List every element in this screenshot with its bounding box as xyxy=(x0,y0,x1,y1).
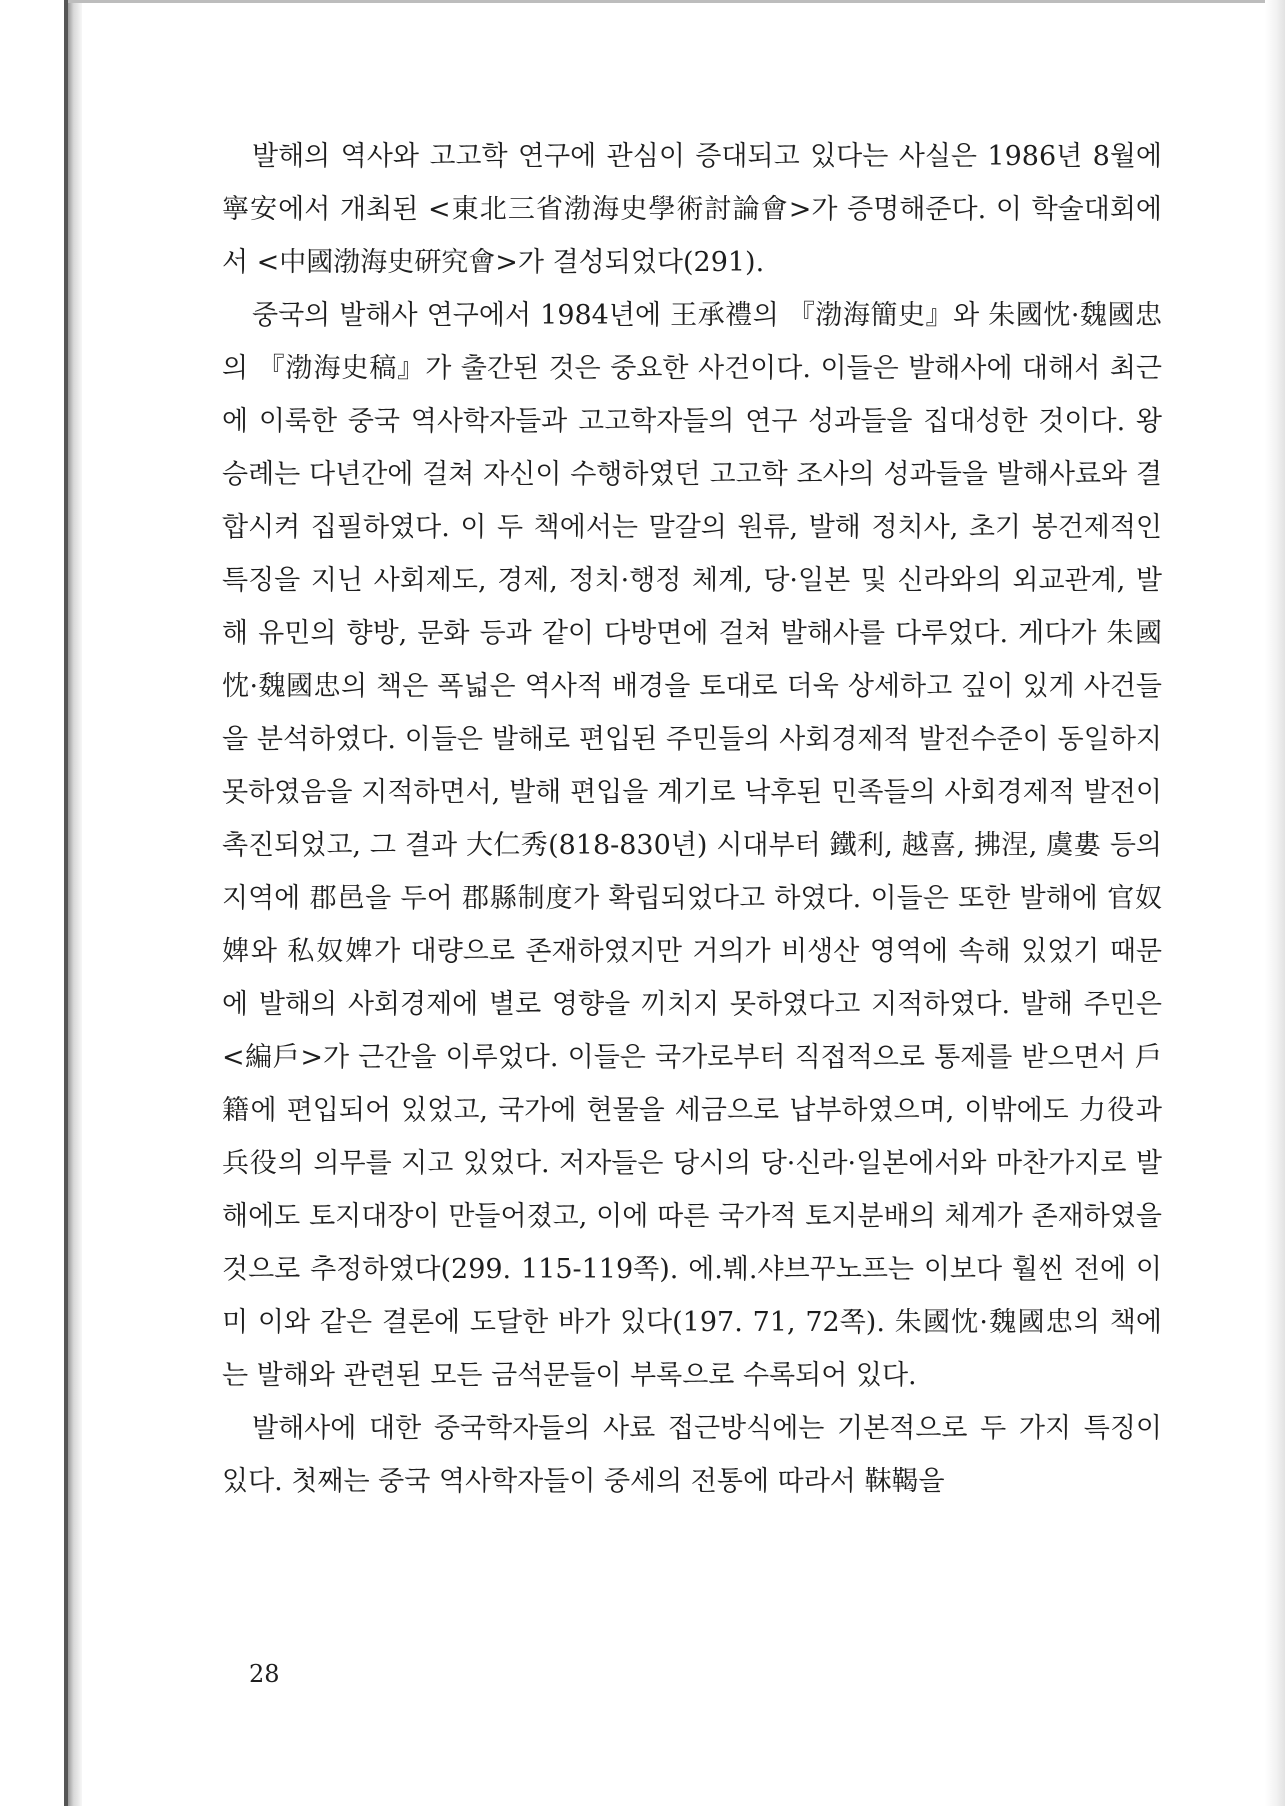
paragraph-3: 발해사에 대한 중국학자들의 사료 접근방식에는 기본적으로 두 가지 특징이 있다. 첫째는 중국 역사학자들이 중세의 전통에 따라서 靺鞨을 xyxy=(222,1413,1162,1497)
page-right-shadow xyxy=(1265,0,1285,1806)
page-number: 28 xyxy=(249,1660,280,1688)
paragraph-2: 중국의 발해사 연구에서 1984년에 王承禮의 『渤海簡史』와 朱國忱·魏國忠의 『渤海史稿』가 출간된 것은 중요한 사건이다. 이들은 발해사에 대해서 최근에 이룩한 중국 역사학자들과 고고학자들의 연구 성과들을 집대성한 것이다. 왕승례는 다년간에 걸쳐 자신이 수행하였던 고고학 조사의 성과들을 발해사료와 결합시켜 집필하였다. 이 두 책에서는 말갈의 원류, 발해 정치사, 초기 봉건제적인 특징을 지닌 사회제도, 경제, 정치·행정 체계, 당·일본 및 신라와의 외교관계, 발해 유민의 향방, 문화 등과 같이 다방면에 걸쳐 발해사를 다루었다. 게다가 朱國忱·魏國忠의 책은 폭넓은 역사적 배경을 토대로 더욱 상세하고 깊이 있게 사건들을 분석하였다. 이들은 발해로 편입된 주민들의 사회경제적 발전수준이 동일하지 못하였음을 지적하면서, 발해 편입을 계기로 낙후된 민족들의 사회경제적 발전이 촉진되었고, 그 결과 大仁秀(818-830년) 시대부터 鐵利, 越喜, 拂涅, 虞婁 등의 지역에 郡邑을 두어 郡縣制度가 확립되었다고 하였다. 이들은 또한 발해에 官奴婢와 私奴婢가 대량으로 존재하였지만 거의가 비생산 영역에 속해 있었기 때문에 발해의 사회경제에 별로 영향을 끼치지 못하였다고 지적하였다. 발해 주민은 <編戶>가 근간을 이루었다. 이들은 국가로부터 직접적으로 통제를 받으면서 戶籍에 편입되어 있었고, 국가에 현물을 세금으로 납부하였으며, 이밖에도 力役과 兵役의 의무를 지고 있었다. 저자들은 당시의 당·신라·일본에서와 마찬가지로 발해에도 토지대장이 만들어졌고, 이에 따른 국가적 토지분배의 체계가 존재하였을 것으로 추정하였다(299. 115-119쪽). 에.붸.샤브꾸노프는 이보다 훨씬 전에 이미 이와 같은 결론에 도달한 바가 있다(197. 71, 72쪽). 朱國忱·魏國忠의 책에는 발해와 관련된 모든 금석문들이 부록으로 수록되어 있다. xyxy=(222,300,1162,1391)
paragraph-1: 발해의 역사와 고고학 연구에 관심이 증대되고 있다는 사실은 1986년 8월에 寧安에서 개최된 <東北三省渤海史學術討論會>가 증명해준다. 이 학술대회에서 <中國渤海史硏究會>가 결성되었다(291). xyxy=(222,141,1162,278)
body-text xyxy=(222,130,1162,1508)
page-top-edge xyxy=(68,0,1285,3)
binding-shadow xyxy=(68,0,82,1806)
